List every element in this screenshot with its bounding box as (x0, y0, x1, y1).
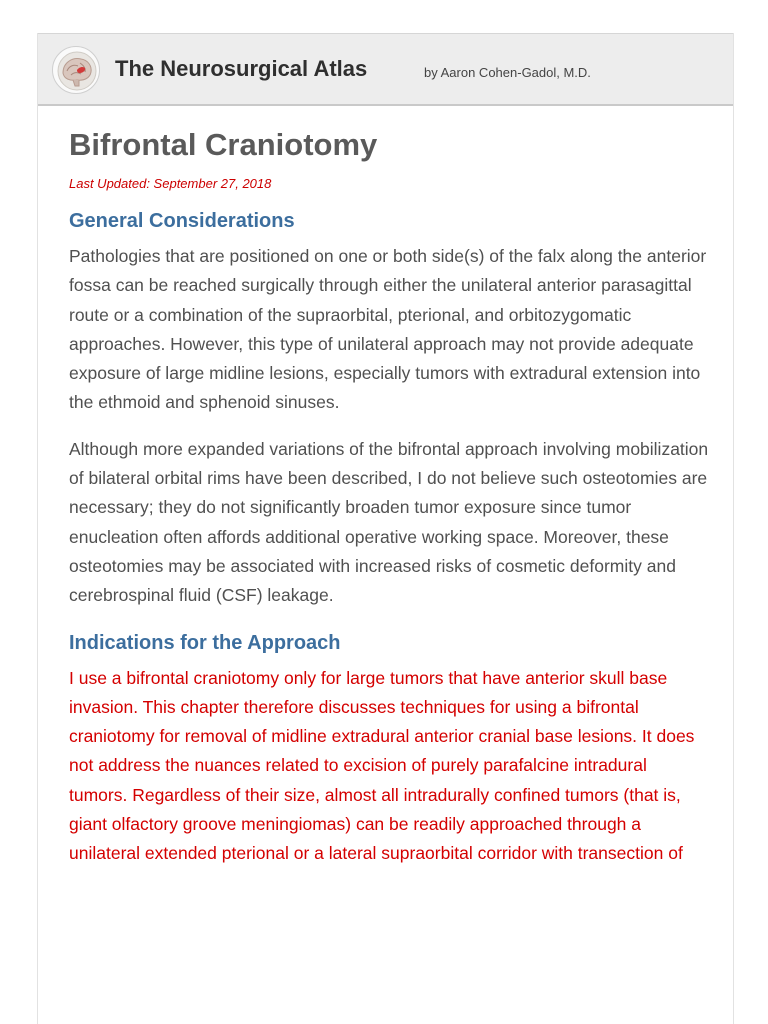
section-heading-indications: Indications for the Approach (69, 631, 341, 654)
paragraph-highlighted: I use a bifrontal craniotomy only for large tumors that have anterior skull base invasion. This chapter therefore discusses techniques for using a bifrontal craniotomy for removal of midline extradural anterior cranial base lesions. It does not address the nuances related to excision of purely parafalcine intradural tumors. Regardless of their size, almost all intradurally confined tumors (that is, giant olfactory groove meningiomas) can be readily approached through a unilateral extended pterional or a lateral supraorbital corridor with transection of (69, 667, 695, 864)
site-title[interactable]: The Neurosurgical Atlas (115, 56, 368, 81)
article-content (69, 127, 709, 869)
section-heading-general-considerations: General Considerations (69, 210, 295, 232)
paragraph: Pathologies that are positioned on one or both side(s) of the falx along the anterior fossa can be reached surgically through either the unilateral anterior parasagittal route or a combination of the supraorbital, pterional, and orbitozygomatic approaches. However, this type of unilateral approach may not provide adequate exposure of large midline lesions, especially tumors with extradural extension into the ethmoid and sphenoid sinuses. (69, 246, 707, 413)
last-updated: Last Updated: September 27, 2018 (69, 176, 272, 191)
paragraph: Although more expanded variations of the bifrontal approach involving mobilization of bilateral orbital rims have been described, I do not believe such osteotomies are necessary; they do not significantly broaden tumor exposure since tumor enucleation often affords additional operative working space. Moreover, these osteotomies may be associated with increased risks of cosmetic deformity and cerebrospinal fluid (CSF) leakage. (69, 438, 709, 606)
article-title: Bifrontal Craniotomy (69, 127, 378, 162)
author-byline: by Aaron Cohen-Gadol, M.D. (424, 65, 591, 80)
site-header (38, 33, 733, 106)
brain-logo-icon[interactable] (52, 46, 100, 94)
page (37, 33, 734, 1024)
